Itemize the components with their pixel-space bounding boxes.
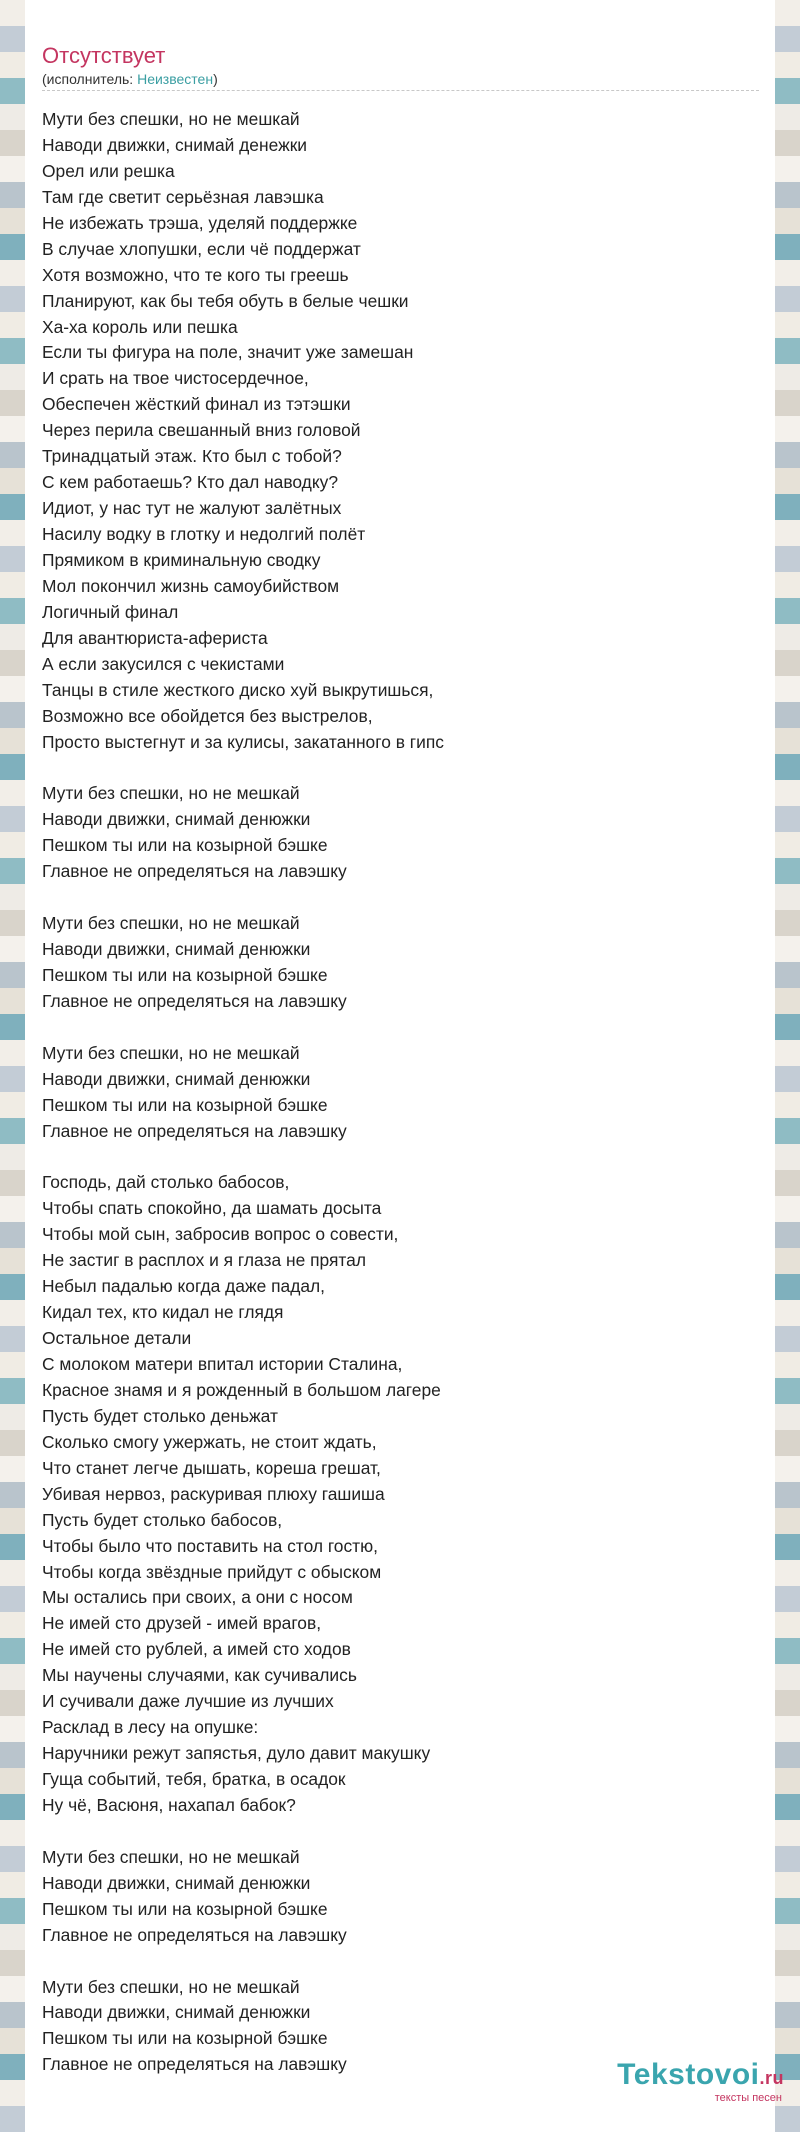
lyrics-line: Пешком ты или на козырной бэшке (42, 1094, 328, 1115)
lyrics-line: Мути без спешки, но не мешкай (42, 1042, 300, 1063)
lyrics-line: Сколько смогу ужержать, не стоит ждать, (42, 1431, 377, 1452)
lyrics-line: Чтобы мой сын, забросив вопрос о совести, (42, 1224, 399, 1245)
lyrics-line: Тринадцатый этаж. Кто был с тобой? (42, 446, 342, 467)
lyrics-line: Гуща событий, тебя, братка, в осадок (42, 1769, 346, 1789)
lyrics-line: Мути без спешки, но не мешкай (42, 109, 300, 129)
lyrics-line: Просто выстегнут и за кулисы, закатанного в гипс (42, 731, 444, 752)
lyrics-line: Главное не определяться на лавэшку (42, 1924, 347, 1945)
lyrics-line: Убивая нервоз, раскуривая плюху гашиша (42, 1483, 385, 1504)
lyrics-line: Не застиг в расплох и я глаза не прятал (42, 1250, 366, 1271)
lyrics-line: Прямиком в криминальную сводку (42, 549, 321, 570)
lyrics-line: Мути без спешки, но не мешкай (42, 783, 300, 804)
lyrics-line: Танцы в стиле жесткого диско хуй выкрутишься, (42, 679, 434, 700)
lyrics-text (42, 107, 759, 2078)
lyrics-line: Небыл падалью когда даже падал, (42, 1276, 325, 1297)
lyrics-line: Пусть будет столько бабосов, (42, 1509, 283, 1530)
lyrics-page (25, 0, 775, 2132)
lyrics-line: Мы остались при своих, а они с носом (42, 1587, 353, 1608)
lyrics-line: Наручники режут запястья, дуло давит макушку (42, 1743, 431, 1764)
logo-name: Tekstovoi (617, 2058, 760, 2091)
lyrics-blank-line (42, 885, 759, 911)
lyrics-line: Мути без спешки, но не мешкай (42, 913, 300, 934)
lyrics-line: Мути без спешки, но не мешкай (42, 1846, 300, 1867)
lyrics-line: И сучивали даже лучшие из лучших (42, 1691, 334, 1712)
lyrics-blank-line (42, 1145, 759, 1171)
lyrics-line: Мол покончил жизнь самоубийством (42, 575, 340, 596)
lyrics-line: Главное не определяться на лавэшку (42, 1120, 347, 1141)
lyrics-line: Не имей сто рублей, а имей сто ходов (42, 1639, 351, 1660)
lyrics-blank-line (42, 1819, 759, 1845)
lyrics-line: С молоком матери впитал истории Сталина, (42, 1354, 403, 1374)
lyrics-line: Наводи движки, снимай денюжки (42, 939, 311, 959)
lyrics-line: В случае хлопушки, если чё поддержат (42, 238, 361, 259)
lyrics-line: Ну чё, Васюня, нахапал бабок? (42, 1794, 296, 1815)
song-title: Отсутствует (42, 43, 166, 68)
lyrics-line: Что станет легче дышать, кореша грешат, (42, 1457, 381, 1478)
lyrics-line: Наводи движки, снимай денюжки (42, 1872, 311, 1893)
lyrics-line: Наводи движки, снимай денюжки (42, 1068, 311, 1089)
lyrics-line: Главное не определяться на лавэшку (42, 990, 347, 1011)
lyrics-line: Наводи движки, снимай денюжки (42, 809, 311, 830)
lyrics-line: Пешком ты или на козырной бэшке (42, 835, 328, 856)
artist-link[interactable]: Неизвестен (137, 71, 214, 87)
lyrics-line: Чтобы когда звёздные прийдут с обыском (42, 1561, 382, 1582)
lyrics-line: Пешком ты или на козырной бэшке (42, 2028, 328, 2049)
lyrics-line: Хотя возможно, что те кого ты греешь (42, 264, 349, 285)
lyrics-line: Обеспечен жёсткий финал из тэтэшки (42, 394, 351, 415)
lyrics-line: И срать на твое чистосердечное, (42, 368, 309, 389)
lyrics-line: Возможно все обойдется без выстрелов, (42, 705, 373, 726)
lyrics-line: Мути без спешки, но не мешкай (42, 1976, 300, 1997)
site-logo[interactable] (617, 2059, 784, 2104)
lyrics-line: Наводи движки, снимай денюжки (42, 2002, 311, 2023)
logo-tagline: тексты песен (714, 2092, 782, 2104)
song-meta (42, 70, 759, 91)
lyrics-line: С кем работаешь? Кто дал наводку? (42, 472, 339, 493)
lyrics-line: Мы научены случаями, как сучивались (42, 1665, 357, 1686)
lyrics-line: Кидал тех, кто кидал не глядя (42, 1302, 284, 1323)
lyrics-line: Если ты фигура на поле, значит уже замешан (42, 342, 414, 363)
lyrics-line: Идиот, у нас тут не жалуют залётных (42, 498, 342, 519)
lyrics-line: Насилу водку в глотку и недолгий полёт (42, 524, 366, 544)
lyrics-line: Расклад в лесу на опушке: (42, 1717, 259, 1738)
lyrics-line: Ха-ха король или пешка (42, 316, 238, 337)
lyrics-line: Пешком ты или на козырной бэшке (42, 964, 328, 985)
meta-suffix: ) (213, 71, 218, 87)
lyrics-line: Главное не определяться на лавэшку (42, 861, 347, 882)
lyrics-line: Красное знамя и я рожденный в большом лагере (42, 1379, 441, 1400)
lyrics-line: Чтобы было что поставить на стол гостю, (42, 1535, 379, 1556)
lyrics-line: Наводи движки, снимай денежки (42, 134, 308, 155)
lyrics-line: Остальное детали (42, 1328, 192, 1349)
lyrics-line: Не имей сто друзей - имей врагов, (42, 1613, 322, 1634)
lyrics-line: Господь, дай столько бабосов, (42, 1172, 290, 1193)
lyrics-blank-line (42, 755, 759, 781)
lyrics-line: Не избежать трэша, уделяй поддержке (42, 212, 358, 233)
lyrics-line: Пусть будет столько деньжат (42, 1405, 278, 1426)
lyrics-line: Орел или решка (42, 160, 175, 181)
lyrics-blank-line (42, 1949, 759, 1975)
logo-tld: .ru (759, 2068, 784, 2088)
lyrics-line: Главное не определяться на лавэшку (42, 2054, 347, 2075)
lyrics-blank-line (42, 1015, 759, 1041)
lyrics-line: Логичный финал (42, 601, 179, 622)
lyrics-line: Через перила свешанный вниз головой (42, 420, 361, 441)
lyrics-line: Чтобы спать спокойно, да шамать досыта (42, 1198, 382, 1219)
lyrics-line: Там где светит серьёзная лавэшка (42, 186, 324, 207)
lyrics-line: Пешком ты или на козырной бэшке (42, 1898, 328, 1919)
lyrics-line: Планируют, как бы тебя обуть в белые чешки (42, 290, 409, 311)
lyrics-line: А если закусился с чекистами (42, 653, 285, 674)
meta-prefix: (исполнитель: (42, 71, 138, 87)
lyrics-line: Для авантюриста-афериста (42, 627, 268, 648)
